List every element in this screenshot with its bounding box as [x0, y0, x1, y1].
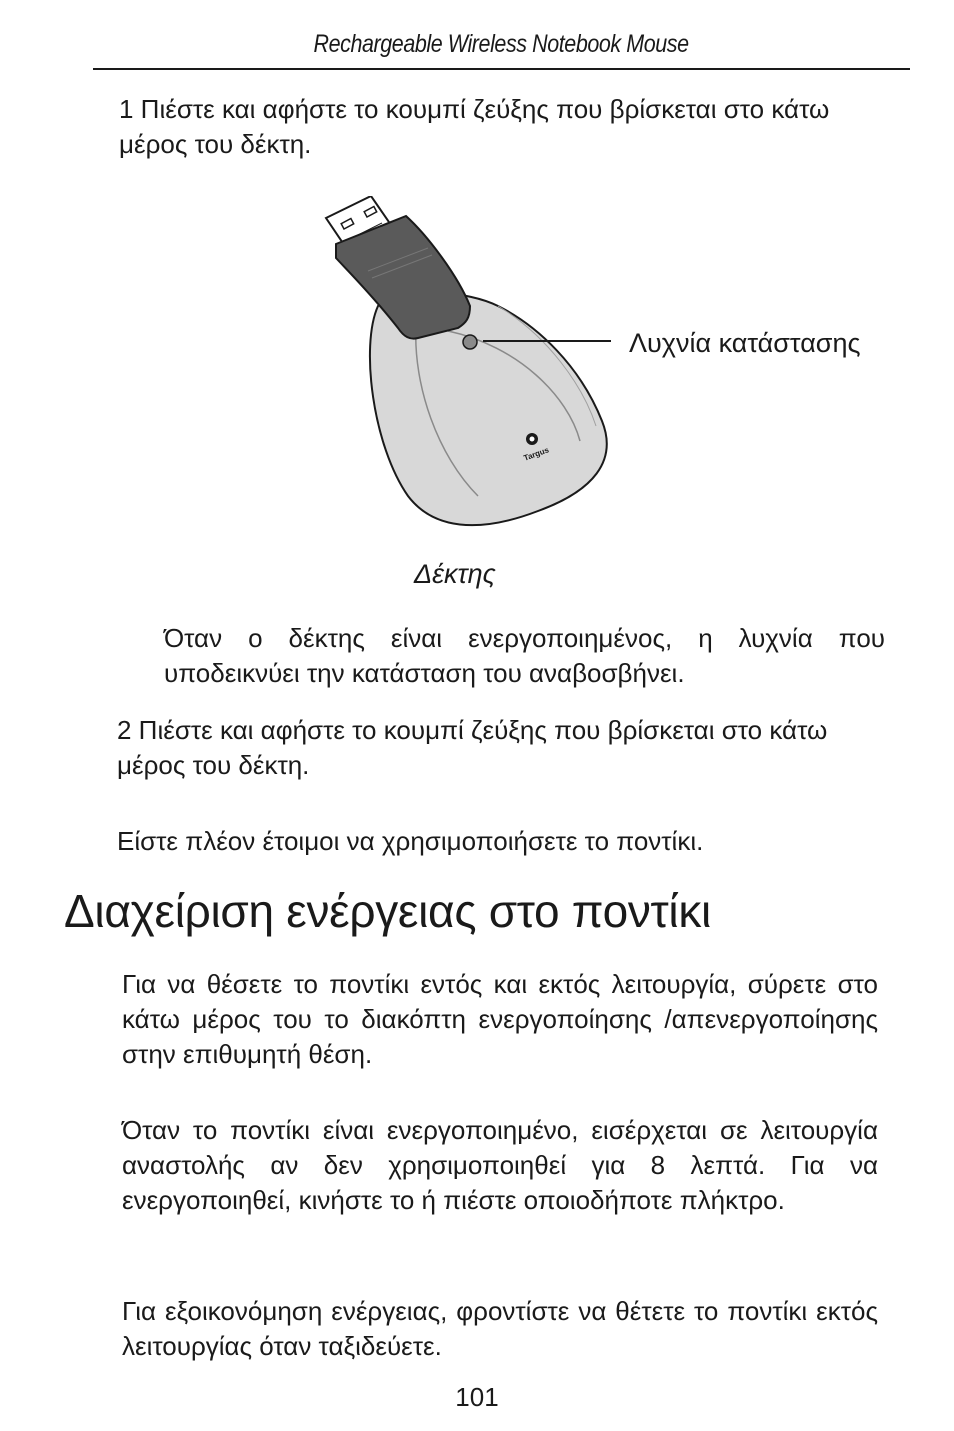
targus-logo-text: Targus	[522, 445, 551, 463]
section-paragraph-1: Για να θέσετε το ποντίκι εντός και εκτός λειτουργία, σύρετε στο κάτω μέρος του το διακόπτη ενεργοποίησης /απενεργοποίησης στην επιθυμητή θέση.	[122, 969, 878, 1069]
step-1-text: 1 Πιέστε και αφήστε το κουμπί ζεύξης που βρίσκεται στο κάτω μέρος του δέκτη.	[119, 94, 830, 159]
running-header	[93, 28, 910, 70]
figure-caption: Δέκτης	[414, 559, 496, 589]
section-title: Διαχείριση ενέργειας στο ποντίκι	[64, 885, 711, 937]
ready-text: Είστε πλέον έτοιμοι να χρησιμοποιήσετε το ποντίκι.	[117, 826, 704, 856]
step-1-note: Όταν ο δέκτης είναι ενεργοποιημένος, η λυχνία που υποδεικνύει την κατάσταση του αναβοσβήνει.	[164, 623, 885, 688]
page-number: 101	[455, 1382, 499, 1412]
section-paragraph-3: Για εξοικονόμηση ενέργειας, φροντίστε να θέτετε το ποντίκι εκτός λειτουργίας όταν ταξιδεύετε.	[122, 1296, 878, 1361]
usb-receiver-illustration	[318, 196, 618, 536]
status-light-label: Λυχνία κατάστασης	[629, 328, 861, 358]
status-light-callout-line	[483, 340, 611, 342]
header-title: Rechargeable Wireless Notebook Mouse	[313, 30, 690, 58]
section-paragraph-2: Όταν το ποντίκι είναι ενεργοποιημένο, εισέρχεται σε λειτουργία αναστολής αν δεν χρησιμοποιηθεί για 8 λεπτά. Για να ενεργοποιηθεί, κινήστε το ή πιέστε οποιοδήποτε πλήκτρο.	[122, 1115, 878, 1215]
step-2-text: 2 Πιέστε και αφήστε το κουμπί ζεύξης που βρίσκεται στο κάτω μέρος του δέκτη.	[117, 715, 828, 780]
